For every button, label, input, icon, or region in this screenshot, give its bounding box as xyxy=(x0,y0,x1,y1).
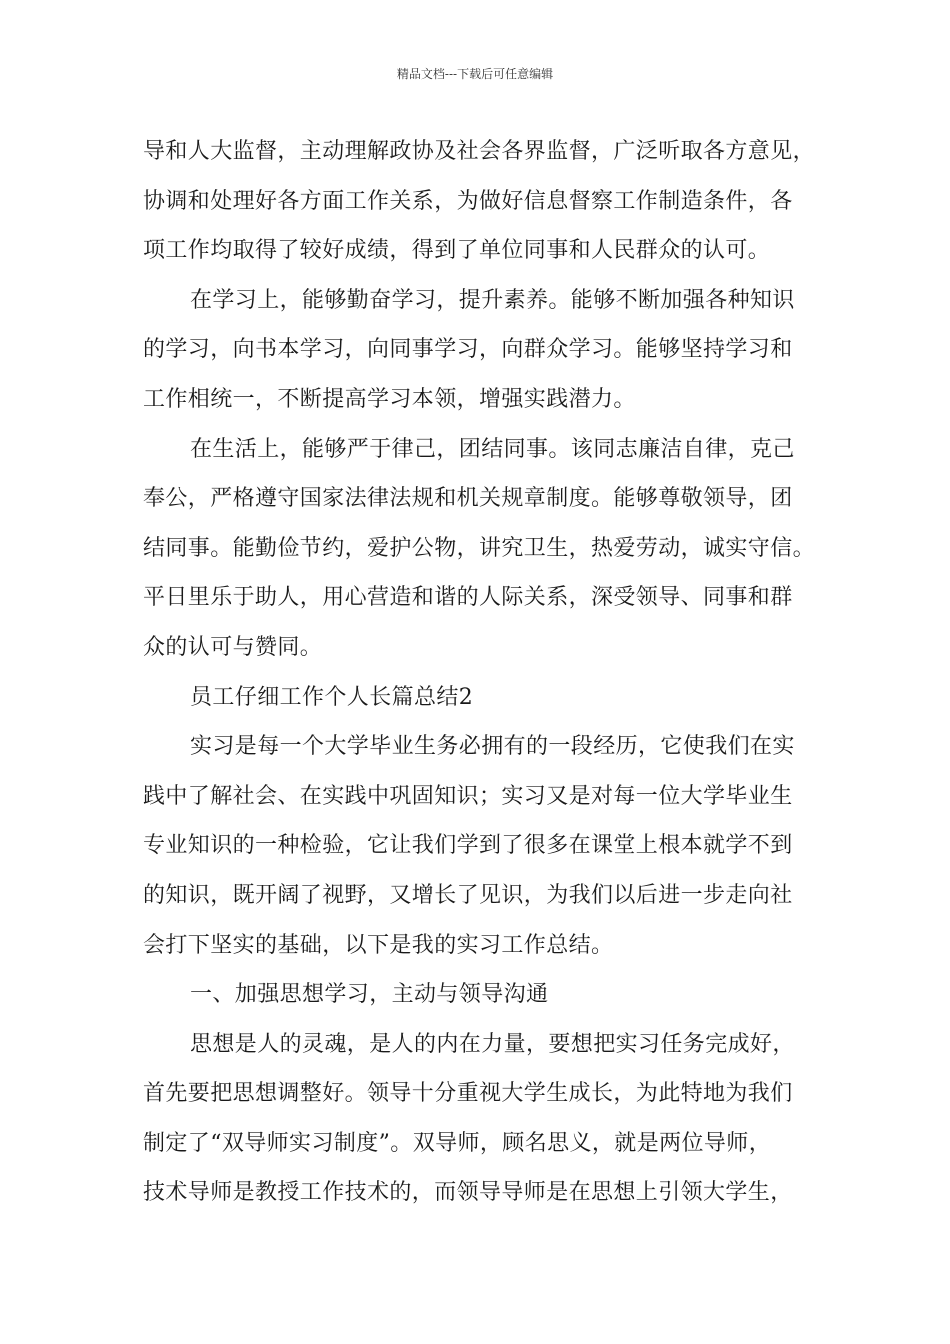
body-line: 工作相统一，不断提高学习本领，增强实践潜力。 xyxy=(143,386,636,412)
page-header: 精品文档---下载后可任意编辑 xyxy=(396,67,554,81)
body-line: 项工作均取得了较好成绩，得到了单位同事和人民群众的认可。 xyxy=(143,238,771,264)
body-line: 的知识，既开阔了视野，又增长了见识，为我们以后进一步走向社 xyxy=(143,882,793,908)
body-line: 会打下坚实的基础，以下是我的实习工作总结。 xyxy=(143,932,614,958)
body-line: 协调和处理好各方面工作关系，为做好信息督察工作制造条件，各 xyxy=(143,188,793,214)
body-line: 专业知识的一种检验，它让我们学到了很多在课堂上根本就学不到 xyxy=(143,833,793,859)
body-line: 众的认可与赞同。 xyxy=(143,634,323,660)
subsection-heading: 一、加强思想学习，主动与领导沟通 xyxy=(190,982,549,1008)
paragraph-start-line: 在学习上，能够勤奋学习，提升素养。能够不断加强各种知识 xyxy=(190,287,795,313)
body-line: 首先要把思想调整好。领导十分重视大学生成长，为此特地为我们 xyxy=(143,1081,793,1107)
paragraph-start-line: 思想是人的灵魂，是人的内在力量，要想把实习任务完成好， xyxy=(190,1031,795,1057)
document-body xyxy=(143,127,815,1218)
paragraph-start-line: 在生活上，能够严于律己，团结同事。该同志廉洁自律，克己 xyxy=(190,436,795,462)
body-line: 的学习，向书本学习，向同事学习，向群众学习。能够坚持学习和 xyxy=(143,337,793,363)
body-line: 平日里乐于助人，用心营造和谐的人际关系，深受领导、同事和群 xyxy=(143,585,793,611)
paragraph-start-line: 实习是每一个大学毕业生务必拥有的一段经历，它使我们在实 xyxy=(190,734,795,760)
body-line: 奉公，严格遵守国家法律法规和机关规章制度。能够尊敬领导，团 xyxy=(143,486,793,512)
body-line: 制定了“双导师实习制度”。双导师，顾名思义，就是两位导师， xyxy=(143,1130,772,1156)
body-line: 技术导师是教授工作技术的，而领导导师是在思想上引领大学生， xyxy=(143,1180,793,1206)
body-line: 导和人大监督，主动理解政协及社会各界监督，广泛听取各方意见， xyxy=(143,139,816,164)
body-line: 践中了解社会、在实践中巩固知识；实习又是对每一位大学毕业生 xyxy=(143,783,793,809)
body-line: 结同事。能勤俭节约，爱护公物，讲究卫生，热爱劳动，诚实守信。 xyxy=(143,535,816,561)
section-title: 员工仔细工作个人长篇总结2 xyxy=(190,684,474,710)
